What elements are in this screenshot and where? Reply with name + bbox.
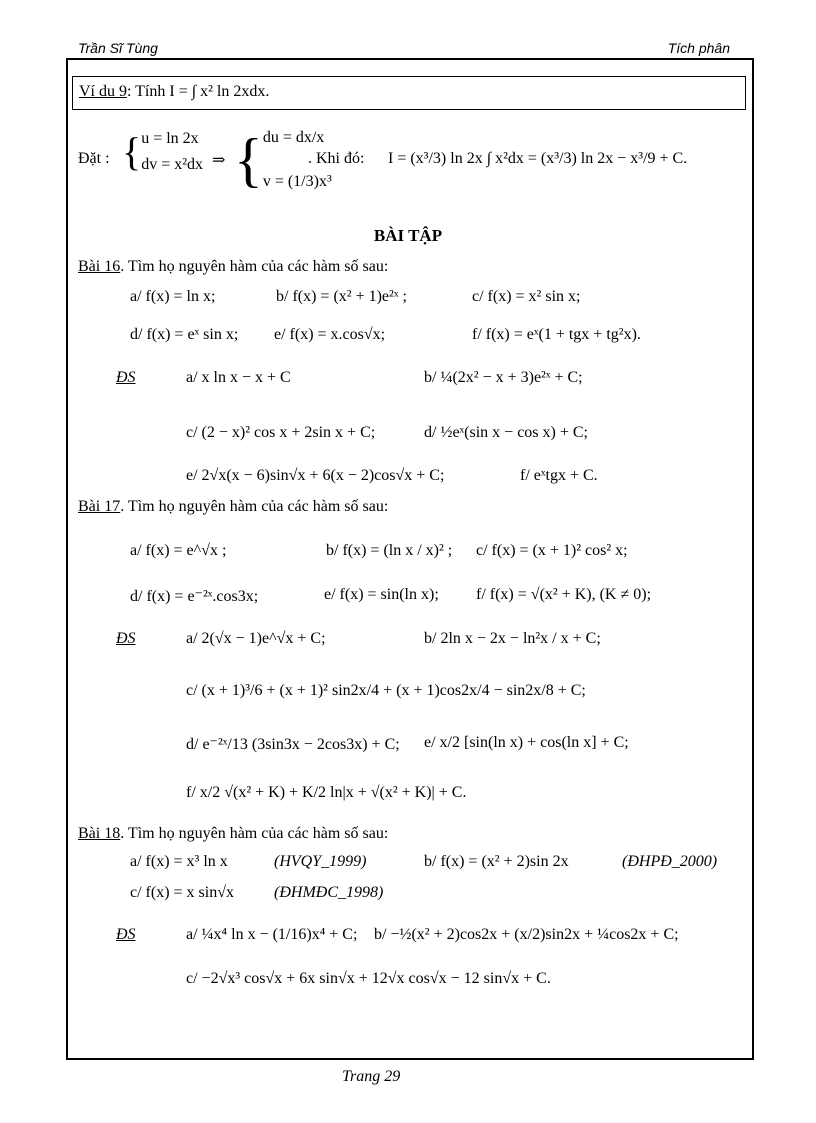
b17-e: e/ f(x) = sin(ln x); — [324, 586, 439, 603]
b17-f: f/ f(x) = √(x² + K), (K ≠ 0); — [476, 586, 652, 603]
b17-ans-c: c/ (x + 1)³/6 + (x + 1)² sin2x/4 + (x + 1)cos2x/4 − sin2x/8 + C; — [186, 682, 586, 699]
b17-ans-a: a/ 2(√x − 1)e^√x + C; — [186, 630, 326, 647]
b16-label: Bài 16 — [78, 258, 121, 275]
solution-system-1: { u = ln 2x dv = x²dx — [122, 126, 203, 178]
b18-prompt: . Tìm họ nguyên hàm của các hàm số sau: — [120, 825, 389, 842]
implies-symbol: ⇒ — [212, 152, 226, 169]
b16-ans-d: d/ ½eˣ(sin x − cos x) + C; — [424, 424, 588, 441]
b16-prompt: . Tìm họ nguyên hàm của các hàm số sau: — [120, 258, 389, 275]
b16-ans-c: c/ (2 − x)² cos x + 2sin x + C; — [186, 424, 376, 441]
b18-ans-c: c/ −2√x³ cos√x + 6x sin√x + 12√x cos√x − 12 sin√x + C. — [186, 970, 551, 987]
b18-ans-b: b/ −½(x² + 2)cos2x + (x/2)sin2x + ¼cos2x + C; — [374, 926, 679, 943]
b18-c-source: (ĐHMĐC_1998) — [274, 884, 384, 901]
b17-c: c/ f(x) = (x + 1)² cos² x; — [476, 542, 628, 559]
b18-label: Bài 18 — [78, 825, 121, 842]
b18-a-source: (HVQY_1999) — [274, 853, 367, 870]
b17-ans-d: d/ e⁻²ˣ/13 (3sin3x − 2cos3x) + C; — [186, 736, 400, 753]
b17-a: a/ f(x) = e^√x ; — [130, 542, 227, 559]
b17-b: b/ f(x) = (ln x / x)² ; — [326, 542, 453, 559]
sys1-dv: dv = x²dx — [141, 156, 204, 173]
b16-e: e/ f(x) = x.cos√x; — [274, 326, 386, 343]
b18-ans-a: a/ ¼x⁴ ln x − (1/16)x⁴ + C; — [186, 926, 358, 943]
sys2-v: v = (1/3)x³ — [262, 173, 332, 190]
b16-ans-a: a/ x ln x − x + C — [186, 369, 291, 386]
b18-b-source: (ĐHPĐ_2000) — [622, 853, 718, 870]
b17-d: d/ f(x) = e⁻²ˣ.cos3x; — [130, 588, 259, 605]
b16-a: a/ f(x) = ln x; — [130, 288, 216, 305]
b18-b: b/ f(x) = (x² + 2)sin 2x — [424, 853, 569, 870]
page-number: Trang 29 — [342, 1068, 401, 1085]
header-author: Trần Sĩ Tùng — [78, 40, 158, 56]
solution-intro: Đặt : — [78, 150, 110, 167]
b16-ans-e: e/ 2√x(x − 6)sin√x + 6(x − 2)cos√x + C; — [186, 467, 445, 484]
b17-ans-f: f/ x/2 √(x² + K) + K/2 ln|x + √(x² + K)| + C. — [186, 784, 467, 801]
b17-ds: ĐS — [116, 630, 136, 647]
b17-prompt: . Tìm họ nguyên hàm của các hàm số sau: — [120, 498, 389, 515]
b16-f: f/ f(x) = eˣ(1 + tgx + tg²x). — [472, 326, 641, 343]
sys1-u: u = ln 2x — [141, 130, 199, 147]
b16-ds: ĐS — [116, 369, 136, 386]
solution-result: I = (x³/3) ln 2x ∫ x²dx = (x³/3) ln 2x − x³/9 + C. — [388, 150, 688, 167]
b16-b: b/ f(x) = (x² + 1)e²ˣ ; — [276, 288, 407, 305]
b16-ans-f: f/ eˣtgx + C. — [520, 467, 598, 484]
section-title: BÀI TẬP — [373, 226, 443, 245]
b17-label: Bài 17 — [78, 498, 121, 515]
b16-d: d/ f(x) = eˣ sin x; — [130, 326, 239, 343]
example-label: Ví du 9 — [79, 83, 127, 100]
b18-ds: ĐS — [116, 926, 136, 943]
b16-ans-b: b/ ¼(2x² − x + 3)e²ˣ + C; — [424, 369, 583, 386]
header-topic: Tích phân — [667, 40, 730, 56]
khi-do: . Khi đó: — [308, 150, 365, 167]
example-box — [72, 76, 746, 110]
example-text: : Tính I = ∫ x² ln 2xdx. — [127, 83, 270, 100]
b18-c: c/ f(x) = x sin√x — [130, 884, 235, 901]
solution-system-2: { du = dx/x v = (1/3)x³ — [234, 116, 332, 204]
sys2-du: du = dx/x — [262, 129, 325, 146]
b16-c: c/ f(x) = x² sin x; — [472, 288, 581, 305]
b18-a: a/ f(x) = x³ ln x — [130, 853, 228, 870]
b17-ans-e: e/ x/2 [sin(ln x) + cos(ln x] + C; — [424, 734, 629, 751]
b17-ans-b: b/ 2ln x − 2x − ln²x / x + C; — [424, 630, 601, 647]
